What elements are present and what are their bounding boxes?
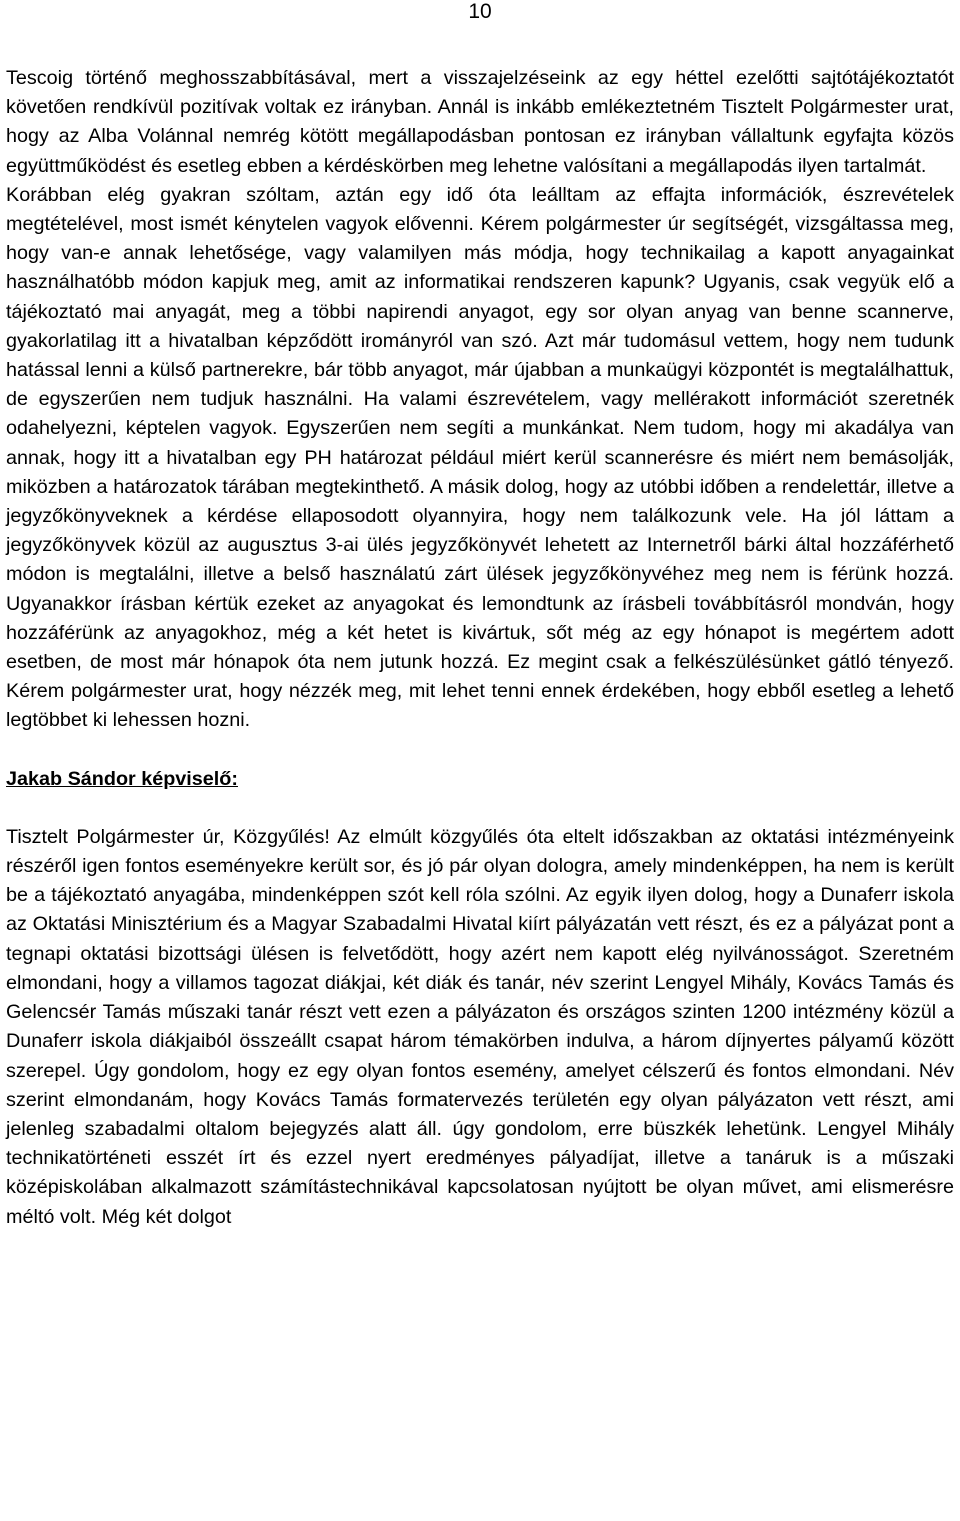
speaker-name: Jakab Sándor képviselő:: [6, 767, 238, 790]
speaker-heading: [6, 765, 954, 794]
paragraph: Korábban elég gyakran szóltam, aztán egy idő óta leálltam az effajta információk, észrevételek megtételével, most ismét kénytelen vagyok elővenni. Kérem polgármester úr segítségét, vizsgáltassa meg, hogy van-e annak lehetősége, vagy valamilyen más módja, hogy technikailag a kapott anyagainkat használhatóbb módon kapjuk meg, amit az informatikai rendszeren kapunk? Ugyanis, csak vegyük elő a tájékoztató mai anyagát, meg a többi napirendi anyagot, egy sor olyan anyag van benne scannerve, gyakorlatilag itt a hivatalban képződött irományról van szó. Azt már tudomásul vettem, hogy nem tudunk hatással lenni a külső partnerekre, bár több anyagot, már újabban a munkaügyi központét is megtalálhattuk, de egyszerűen nem tudjuk használni. Ha valami észrevételem, vagy mellérakott információt szeretnék odahelyezni, képtelen vagyok. Egyszerűen nem segíti a munkánkat. Nem tudom, hogy mi akadálya van annak, hogy itt a hivatalban egy PH határozat például miért kerül scannerésre és miért nem bemásolják, miközben a határozatok tárában megtekinthető. A másik dolog, hogy az utóbbi időben a rendelettár, illetve a jegyzőkönyveknek a kérdése ellaposodott olyannyira, hogy nem találkozunk vele. Ha jól láttam a jegyzőkönyvek közül az augusztus 3-ai ülés jegyzőkönyvét lehetett az Internetről bárki által hozzáférhető módon is megtalálni, illetve a belső használatú zárt ülések jegyzőkönyvéhez meg nem is férünk hozzá. Ugyanakkor írásban kértük ezeket az anyagokat és lemondtunk az írásbeli továbbításról mondván, hogy hozzáférünk az anyagokhoz, még a két hetet is kivártuk, sőt még az egy hónapot is megértem adott esetben, de most már hónapok óta nem jutunk hozzá. Ez megint csak a felkészülésünket gátló tényező. Kérem polgármester urat, hogy nézzék meg, mit lehet tenni ennek érdekében, hogy ebből esetleg a lehető legtöbbet ki lehessen hozni.: [6, 183, 954, 732]
page-number: 10: [468, 0, 492, 23]
paragraph-gap: [6, 794, 954, 823]
document-body: [6, 64, 954, 1232]
paragraph: Tisztelt Polgármester úr, Közgyűlés! Az elmúlt közgyűlés óta eltelt időszakban az oktatási intézményeink részéről igen fontos eseményekre került sor, és jó pár olyan dologra, amely mindenképpen, ha nem is került be a tájékoztató anyagába, mindenképpen szót kell róla szólni. Az egyik ilyen dolog, hogy a Dunaferr iskola az Oktatási Minisztérium és a Magyar Szabadalmi Hivatal kiírt pályázatán vett részt, és ez a pályázat pont a tegnapi oktatási bizottsági ülésen is felvetődött, hogy azért nem kapott elég nyilvánosságot. Szeretném elmondani, hogy a villamos tagozat diákjai, két diák és tanár, név szerint Lengyel Mihály, Kovács Tamás és Gelencsér Tamás műszaki tanár részt vett ezen a pályázaton és országos szinten 1200 intézmény közül a Dunaferr iskola diákjaiból összeállt csapat három témakörben indulva, a három díjnyertes pályamű között szerepel. Úgy gondolom, hogy ez egy olyan fontos esemény, amelyet célszerű és fontos elmondani. Név szerint elmondanám, hogy Kovács Tamás formatervezés területén egy olyan pályázaton vett részt, ami jelenleg szabadalmi oltalom bejegyzés alatt áll. úgy gondolom, erre büszkék lehetünk. Lengyel Mihály technikatörténeti esszét írt és ezzel nyert eredményes pályadíjat, illetve a tanáruk is a műszaki középiskolában alkalmazott számítástechnikával kapcsolatosan nyújtott be olyan művet, ami elismerésre méltó volt. Még két dolgot: [6, 825, 954, 1228]
paragraph: Tescoig történő meghosszabbításával, mert a visszajelzéseink az egy héttel ezelőtti sajtótájékoztatót követően rendkívül pozitívak voltak ez irányban. Annál is inkább emlékeztetném Tisztelt Polgármester urat, hogy az Alba Volánnal nemrég kötött megállapodásban pontosan ez irányban vállaltunk egyfajta közös együttműködést és esetleg ebben a kérdéskörben meg lehetne valósítani a megállapodás ilyen tartalmát.: [6, 67, 954, 177]
paragraph-gap: [6, 736, 954, 765]
